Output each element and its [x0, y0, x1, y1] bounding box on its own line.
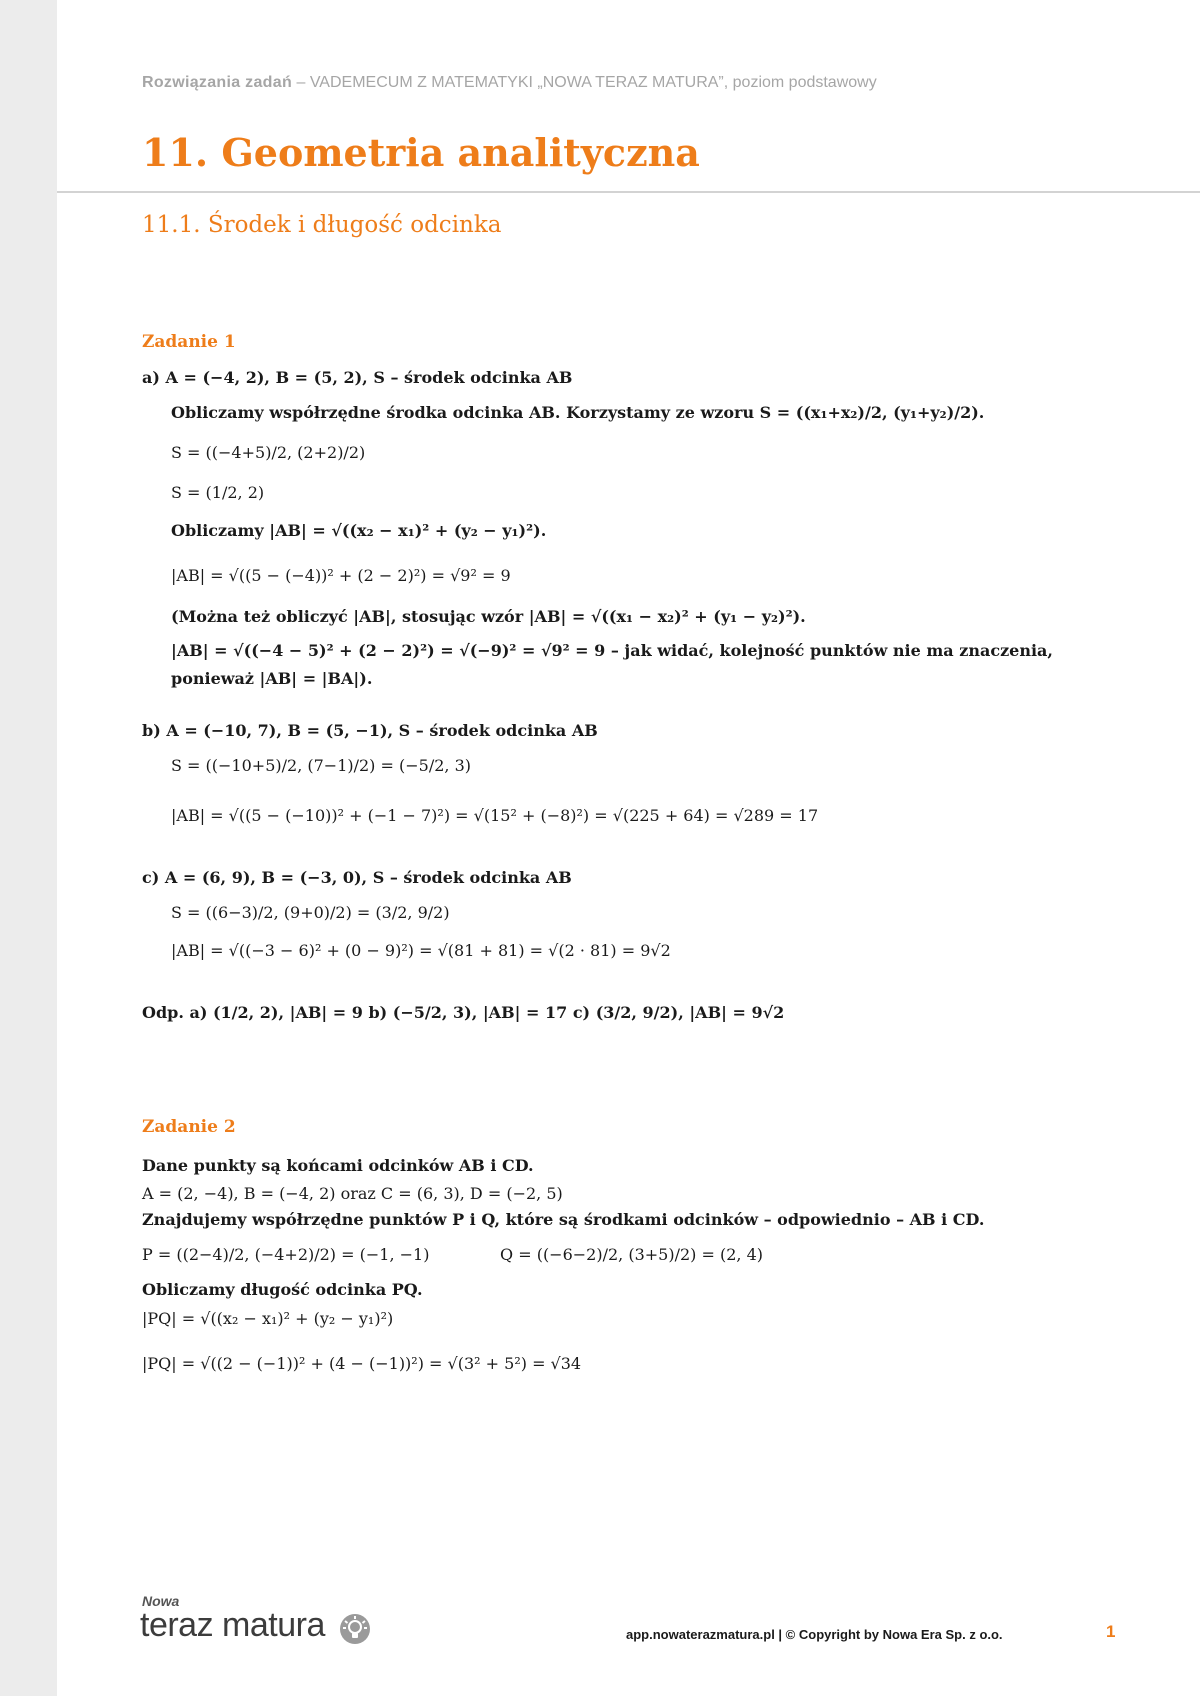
task2-line: Znajdujemy współrzędne punktów P i Q, które są środkami odcinków – odpowiednio – AB i CD.: [142, 1210, 985, 1229]
task1-line: b) A = (−10, 7), B = (5, −1), S – środek odcinka AB: [142, 721, 598, 740]
task1-line: Obliczamy współrzędne środka odcinka AB. Korzystamy ze wzoru S = ((x₁+x₂)/2, (y₁+y₂)/2).: [171, 403, 985, 422]
task1-line: (Można też obliczyć |AB|, stosując wzór |AB| = √((x₁ − x₂)² + (y₁ − y₂)²).: [171, 607, 806, 626]
task1-line: S = ((−10+5)/2, (7−1)/2) = (−5/2, 3): [171, 756, 471, 775]
header-bold: Rozwiązania zadań: [142, 74, 293, 91]
task1-line: ponieważ |AB| = |BA|).: [171, 669, 373, 688]
left-margin-band: [0, 0, 57, 1696]
task1-title: Zadanie 1: [142, 332, 236, 352]
task2-line: A = (2, −4), B = (−4, 2) oraz C = (6, 3), D = (−2, 5): [142, 1184, 563, 1203]
title-divider: [57, 191, 1200, 193]
section-title: 11.1. Środek i długość odcinka: [142, 212, 502, 238]
task1-line: S = ((−4+5)/2, (2+2)/2): [171, 443, 366, 462]
task1-line: |AB| = √((5 − (−10))² + (−1 − 7)²) = √(15² + (−8)²) = √(225 + 64) = √289 = 17: [171, 806, 819, 825]
task1-line: |AB| = √((−3 − 6)² + (0 − 9)²) = √(81 + 81) = √(2 · 81) = 9√2: [171, 941, 671, 960]
chapter-title: 11. Geometria analityczna: [142, 130, 700, 175]
task1-line: |AB| = √((−4 − 5)² + (2 − 2)²) = √(−9)² = √9² = 9 – jak widać, kolejność punktów nie ma znaczenia,: [171, 641, 1053, 660]
page-number: 1: [1106, 1622, 1116, 1641]
lightbulb-icon: [339, 1613, 371, 1645]
task1-line: S = ((6−3)/2, (9+0)/2) = (3/2, 9/2): [171, 903, 450, 922]
task1-line: a) A = (−4, 2), B = (5, 2), S – środek odcinka AB: [142, 368, 573, 387]
task1-answer: Odp. a) (1/2, 2), |AB| = 9 b) (−5/2, 3), |AB| = 17 c) (3/2, 9/2), |AB| = 9√2: [142, 1003, 785, 1022]
task2-line: |PQ| = √((x₂ − x₁)² + (y₂ − y₁)²): [142, 1309, 394, 1328]
task1-line: Obliczamy |AB| = √((x₂ − x₁)² + (y₂ − y₁)²).: [171, 521, 547, 540]
task1-line: |AB| = √((5 − (−4))² + (2 − 2)²) = √9² = 9: [171, 566, 511, 585]
footer-copyright: app.nowaterazmatura.pl | © Copyright by Nowa Era Sp. z o.o.: [626, 1627, 1003, 1642]
task2-title: Zadanie 2: [142, 1117, 236, 1137]
task2-line: Obliczamy długość odcinka PQ.: [142, 1280, 423, 1299]
task2-line: P = ((2−4)/2, (−4+2)/2) = (−1, −1): [142, 1245, 430, 1264]
running-header: [142, 74, 877, 92]
task1-line: S = (1/2, 2): [171, 483, 265, 502]
logo-small-text: Nowa: [142, 1593, 180, 1609]
task2-line: Dane punkty są końcami odcinków AB i CD.: [142, 1156, 534, 1175]
header-rest: – VADEMECUM Z MATEMATYKI „NOWA TERAZ MATURA”, poziom podstawowy: [292, 74, 877, 91]
task2-line: Q = ((−6−2)/2, (3+5)/2) = (2, 4): [500, 1245, 763, 1264]
logo-main-text: teraz matura: [140, 1606, 325, 1644]
task2-line: |PQ| = √((2 − (−1))² + (4 − (−1))²) = √(3² + 5²) = √34: [142, 1354, 582, 1373]
task1-line: c) A = (6, 9), B = (−3, 0), S – środek odcinka AB: [142, 868, 572, 887]
